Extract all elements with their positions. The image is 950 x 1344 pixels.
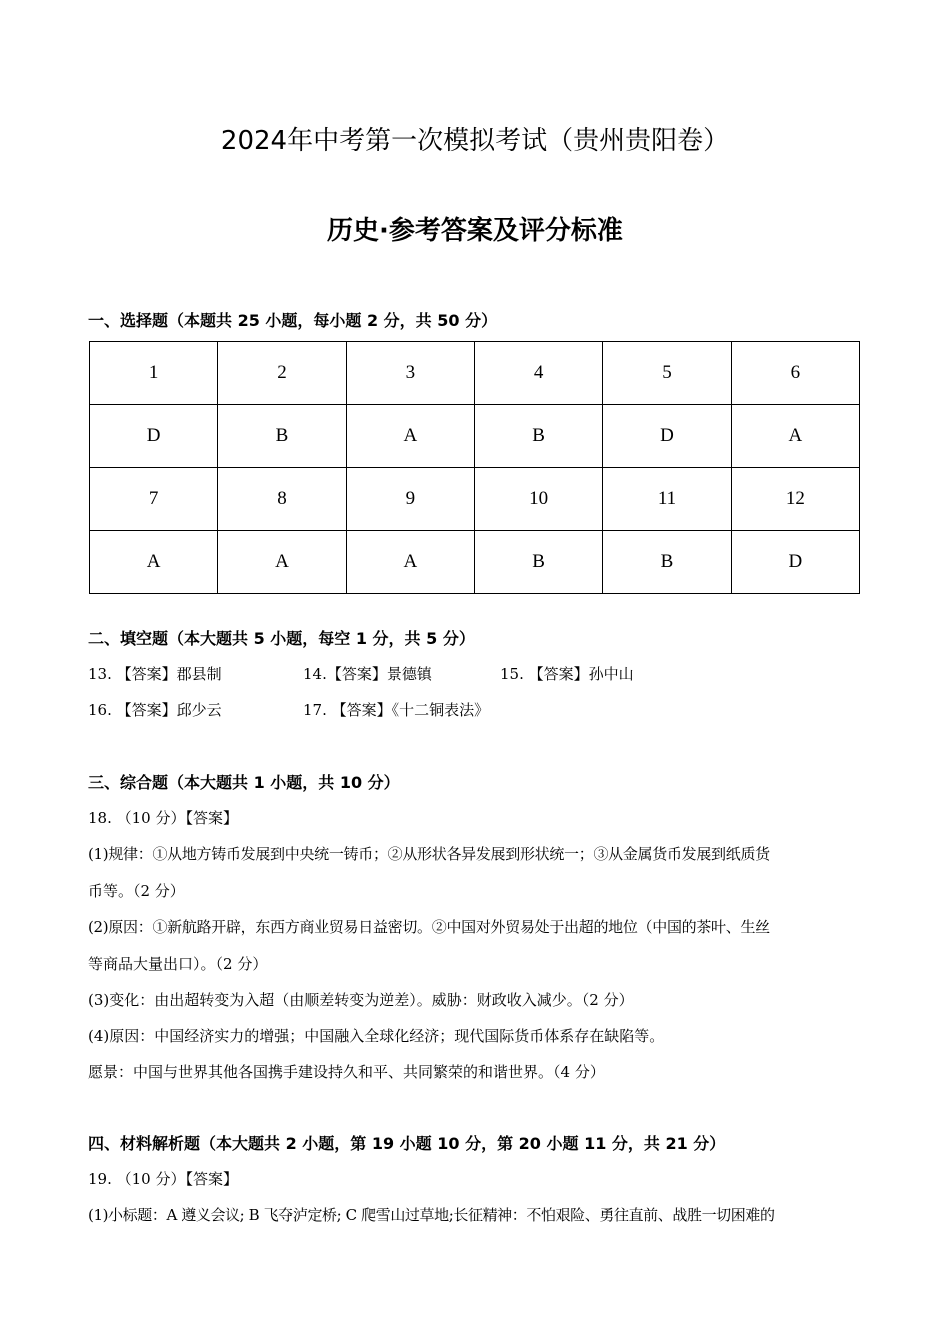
answer-18-line-4: 等商品大量出口）。（2 分）: [88, 955, 268, 973]
section-1-heading: 一、选择题（本题共 25 小题，每小题 2 分，共 50 分）: [88, 311, 498, 330]
table-cell: 5: [603, 342, 731, 405]
table-cell: 7: [90, 468, 218, 531]
answer-18-line-6: (4)原因：中国经济实力的增强；中国融入全球化经济；现代国际货币体系存在缺陷等。: [88, 1027, 665, 1045]
answer-13: 13. 【答案】郡县制: [88, 665, 222, 683]
table-cell: 12: [731, 468, 859, 531]
table-cell: 11: [603, 468, 731, 531]
answer-14: 14.【答案】景德镇: [303, 665, 432, 683]
answer-18-line-3: (2)原因：①新航路开辟，东西方商业贸易日益密切。②中国对外贸易处于出超的地位（中国的茶叶、生丝: [88, 918, 770, 936]
page-subtitle: 历史·参考答案及评分标准: [327, 216, 623, 246]
section-3-heading: 三、综合题（本大题共 1 小题，共 10 分）: [88, 773, 400, 792]
table-cell: D: [731, 531, 859, 594]
table-cell: 6: [731, 342, 859, 405]
table-row: [90, 468, 860, 531]
table-cell: D: [603, 405, 731, 468]
answer-18-line-2: 币等。（2 分）: [88, 882, 185, 900]
table-cell: 3: [346, 342, 474, 405]
choice-answer-table: [89, 341, 860, 594]
section-2-heading: 二、填空题（本大题共 5 小题，每空 1 分，共 5 分）: [88, 629, 475, 648]
page-title: 2024年中考第一次模拟考试（贵州贵阳卷）: [220, 126, 730, 156]
answer-19-line-1: (1)小标题：A 遵义会议; B 飞夺泸定桥; C 爬雪山过草地;长征精神：不怕艰险、勇往直前、战胜一切困难的: [88, 1206, 775, 1224]
table-row: [90, 342, 860, 405]
answer-18-line-1: (1)规律：①从地方铸币发展到中央统一铸币；②从形状各异发展到形状统一；③从金属货币发展到纸质货: [88, 845, 770, 863]
answer-17: 17. 【答案】《十二铜表法》: [303, 701, 490, 719]
table-cell: 8: [218, 468, 346, 531]
table-row: [90, 405, 860, 468]
question-18-header: 18. （10 分）【答案】: [88, 809, 238, 827]
table-cell: B: [218, 405, 346, 468]
table-cell: D: [90, 405, 218, 468]
table-cell: A: [218, 531, 346, 594]
table-cell: A: [731, 405, 859, 468]
answer-15: 15. 【答案】孙中山: [500, 665, 634, 683]
table-cell: 9: [346, 468, 474, 531]
table-cell: B: [603, 531, 731, 594]
table-cell: A: [90, 531, 218, 594]
table-cell: A: [346, 405, 474, 468]
table-cell: 10: [474, 468, 602, 531]
table-cell: A: [346, 531, 474, 594]
table-cell: 4: [474, 342, 602, 405]
section-4-heading: 四、材料解析题（本大题共 2 小题，第 19 小题 10 分，第 20 小题 11 分，共 21 分）: [88, 1134, 726, 1153]
table-cell: B: [474, 531, 602, 594]
table-cell: 2: [218, 342, 346, 405]
table-cell: 1: [90, 342, 218, 405]
answer-18-line-5: (3)变化：由出超转变为入超（由顺差转变为逆差）。威胁：财政收入减少。（2 分）: [88, 991, 634, 1009]
answer-16: 16. 【答案】邱少云: [88, 701, 222, 719]
question-19-header: 19. （10 分）【答案】: [88, 1170, 238, 1188]
table-cell: B: [474, 405, 602, 468]
table-row: [90, 531, 860, 594]
answer-18-line-7: 愿景：中国与世界其他各国携手建设持久和平、共同繁荣的和谐世界。（4 分）: [88, 1063, 605, 1081]
